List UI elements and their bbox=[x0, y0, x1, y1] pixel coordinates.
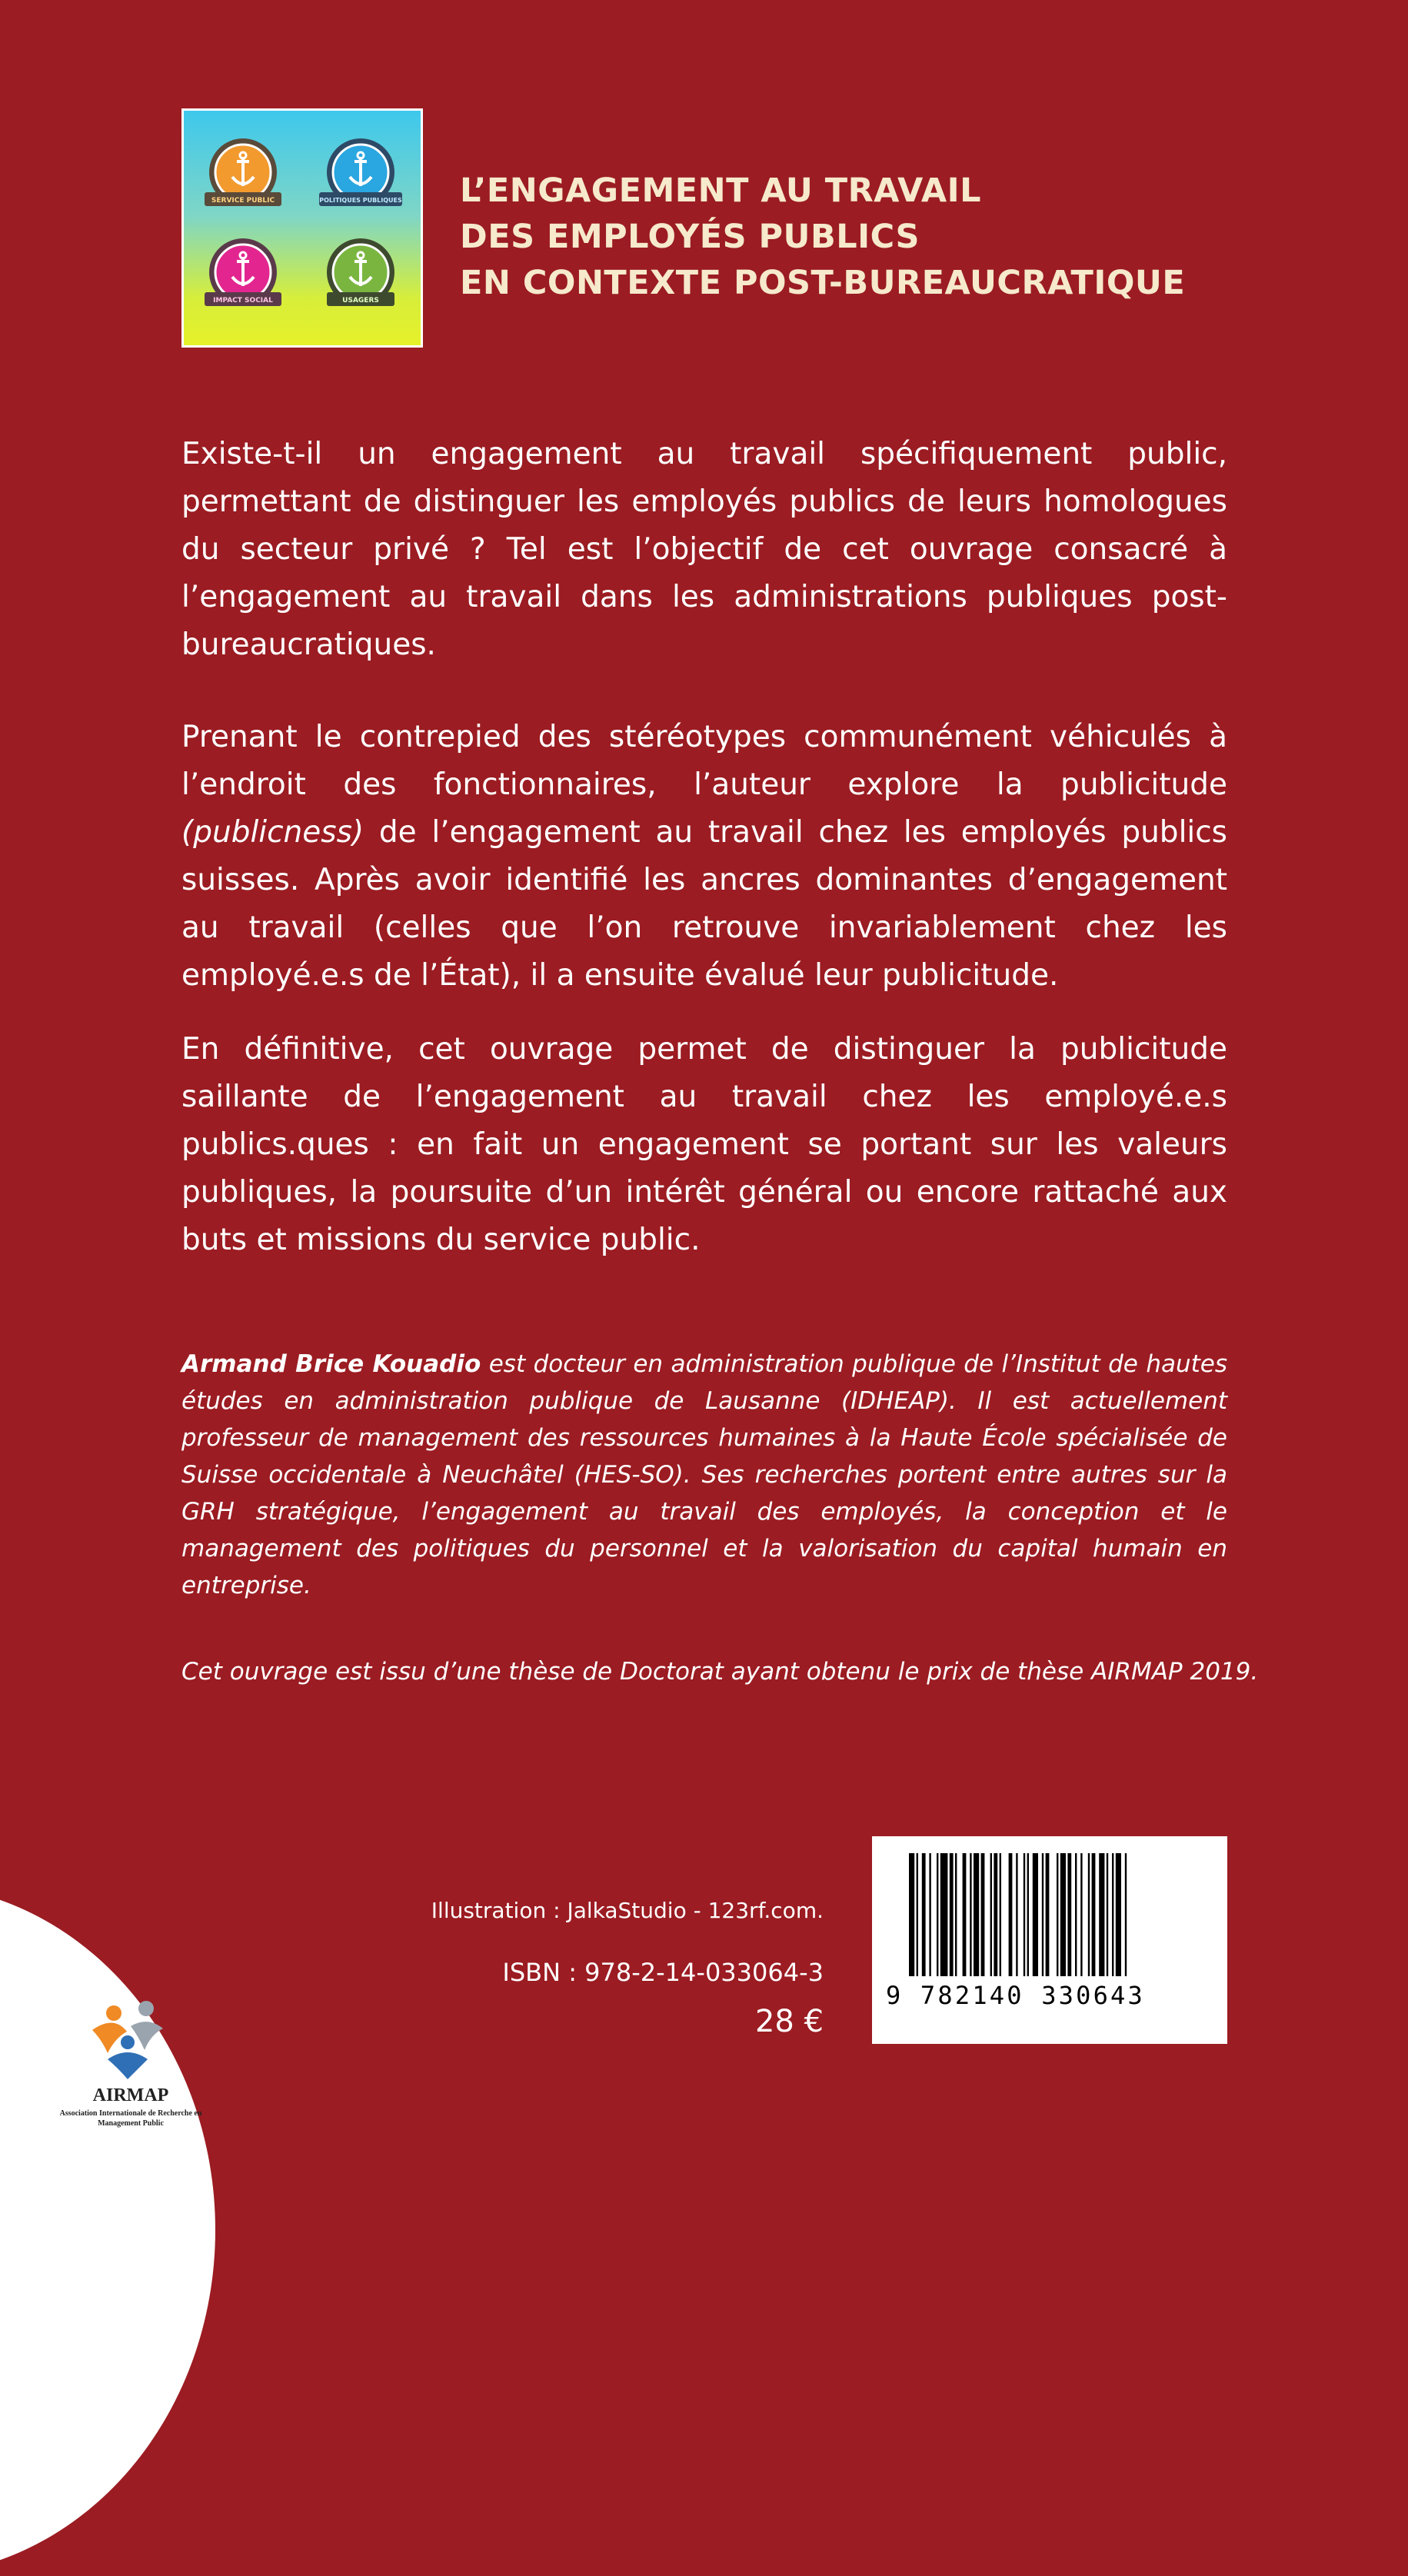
barcode-bar bbox=[940, 1853, 948, 1976]
barcode-bar bbox=[917, 1853, 918, 1976]
barcode-bar bbox=[929, 1853, 930, 1976]
paragraph-2-start: Prenant le contrepied des stéréotypes communément véhiculés à l’endroit des fonctionnaires, l’auteur explore la publicitude bbox=[181, 720, 1227, 802]
publisher-name: AIRMAP bbox=[92, 2085, 169, 2105]
barcode-bar bbox=[1107, 1853, 1108, 1976]
barcode-bar bbox=[970, 1853, 971, 1976]
book-title bbox=[460, 168, 1306, 306]
barcode-digits: 9 782140 330643 bbox=[886, 1981, 1145, 2010]
barcode-bar bbox=[1075, 1853, 1077, 1976]
paragraph-2-end: de l’engagement au travail chez les employés publics suisses. Après avoir identifié les ancres dominantes d’engagement au travail (celles que l’on retrouve invariablement chez les employé.e.s de l’État), il a ensuite évalué leur publicitude. bbox=[181, 815, 1227, 993]
badge-usagers bbox=[327, 238, 394, 306]
barcode-bar bbox=[1088, 1853, 1090, 1976]
barcode-bar bbox=[1099, 1853, 1104, 1976]
publisher-subtitle: Association Internationale de Recherche en Management Public bbox=[59, 2109, 202, 2128]
barcode-bar bbox=[990, 1853, 992, 1976]
barcode-bar bbox=[1080, 1853, 1082, 1976]
author-name: Armand Brice Kouadio bbox=[181, 1350, 481, 1378]
barcode bbox=[872, 1836, 1227, 2044]
paragraph-1: Existe-t-il un engagement au travail spécifiquement public, permettant de distinguer les employés publics de leurs homologues du secteur privé ? Tel est l’objectif de cet ouvrage consacré à l’engagement au travail dans les administrations publiques post-bureaucratiques. bbox=[181, 437, 1227, 662]
barcode-bar bbox=[1092, 1853, 1096, 1976]
barcode-bar bbox=[937, 1853, 938, 1976]
badge-label-impact-social: IMPACT SOCIAL bbox=[213, 297, 273, 305]
barcode-bar bbox=[1116, 1853, 1121, 1976]
cover-illustration bbox=[181, 108, 423, 348]
badge-impact-social bbox=[205, 238, 281, 306]
barcode-bar bbox=[922, 1853, 926, 1976]
barcode-bar bbox=[955, 1853, 957, 1976]
barcode-bar bbox=[994, 1853, 997, 1976]
badge-label-usagers: USAGERS bbox=[342, 297, 379, 305]
barcode-bar bbox=[963, 1853, 967, 1976]
badges-illustration bbox=[184, 111, 421, 345]
badge-service-public bbox=[205, 138, 281, 206]
author-bio-text: est docteur en administration publique de l’Institut de hautes études en administration publique de Lausanne (IDHEAP). Il est actuellement professeur de management des ressources humaines à la Haute École spécialisée de Suisse occidentale à Neuchâtel (HES-SO). Ses recherches portent entre autres sur la GRH stratégique, l’engagement au travail des employés, la conception et le management des politiques du personnel et la valorisation du capital humain en entreprise. bbox=[181, 1350, 1227, 1599]
title-line-2: DES EMPLOYÉS PUBLICS bbox=[460, 218, 920, 256]
illustration-credit: Illustration : JalkaStudio - 123rf.com. bbox=[431, 1898, 824, 1923]
paragraph-2 bbox=[181, 714, 1227, 1000]
barcode-bar bbox=[1027, 1853, 1029, 1976]
barcode-bar bbox=[1016, 1853, 1017, 1976]
barcode-bar bbox=[1112, 1853, 1113, 1976]
barcode-bar bbox=[1067, 1853, 1071, 1976]
badge-label-politiques-publiques: POLITIQUES PUBLIQUES bbox=[319, 197, 402, 204]
isbn: ISBN : 978-2-14-033064-3 bbox=[502, 1958, 824, 1987]
barcode-bar bbox=[909, 1853, 914, 1976]
badge-politiques-publiques bbox=[319, 138, 402, 206]
title-line-1: L’ENGAGEMENT AU TRAVAIL bbox=[460, 171, 982, 210]
publisher-logo bbox=[54, 1984, 208, 2176]
barcode-bar bbox=[1060, 1853, 1066, 1976]
award-note: Cet ouvrage est issu d’une thèse de Doctorat ayant obtenu le prix de thèse AIRMAP 2019. bbox=[181, 1658, 1259, 1686]
barcode-bar bbox=[1042, 1853, 1044, 1976]
barcode-bar bbox=[1125, 1853, 1127, 1976]
barcode-bar bbox=[1046, 1853, 1050, 1976]
barcode-bar bbox=[981, 1853, 985, 1976]
airmap-logo-icon bbox=[54, 1984, 208, 2084]
paragraph-2-italic: (publicness) bbox=[181, 815, 364, 850]
barcode-bar bbox=[950, 1853, 954, 1976]
paragraph-3: En définitive, cet ouvrage permet de distinguer la publicitude saillante de l’engagement au travail chez les employé.e.s publics.ques : en fait un engagement se portant sur les valeurs publiques, la poursuite d’un intérêt général ou encore rattaché aux buts et missions du service public. bbox=[181, 1032, 1227, 1257]
barcode-bars bbox=[872, 1836, 1227, 1982]
barcode-bar bbox=[1000, 1853, 1001, 1976]
author-bio bbox=[181, 1346, 1227, 1604]
barcode-bar bbox=[1024, 1853, 1025, 1976]
price: 28 € bbox=[754, 2004, 824, 2039]
title-line-3: EN CONTEXTE POST-BUREAUCRATIQUE bbox=[460, 264, 1186, 302]
barcode-bar bbox=[1009, 1853, 1013, 1976]
barcode-bar bbox=[974, 1853, 979, 1976]
barcode-bar bbox=[1033, 1853, 1038, 1976]
badge-label-service-public: SERVICE PUBLIC bbox=[211, 197, 275, 205]
barcode-bar bbox=[1057, 1853, 1058, 1976]
